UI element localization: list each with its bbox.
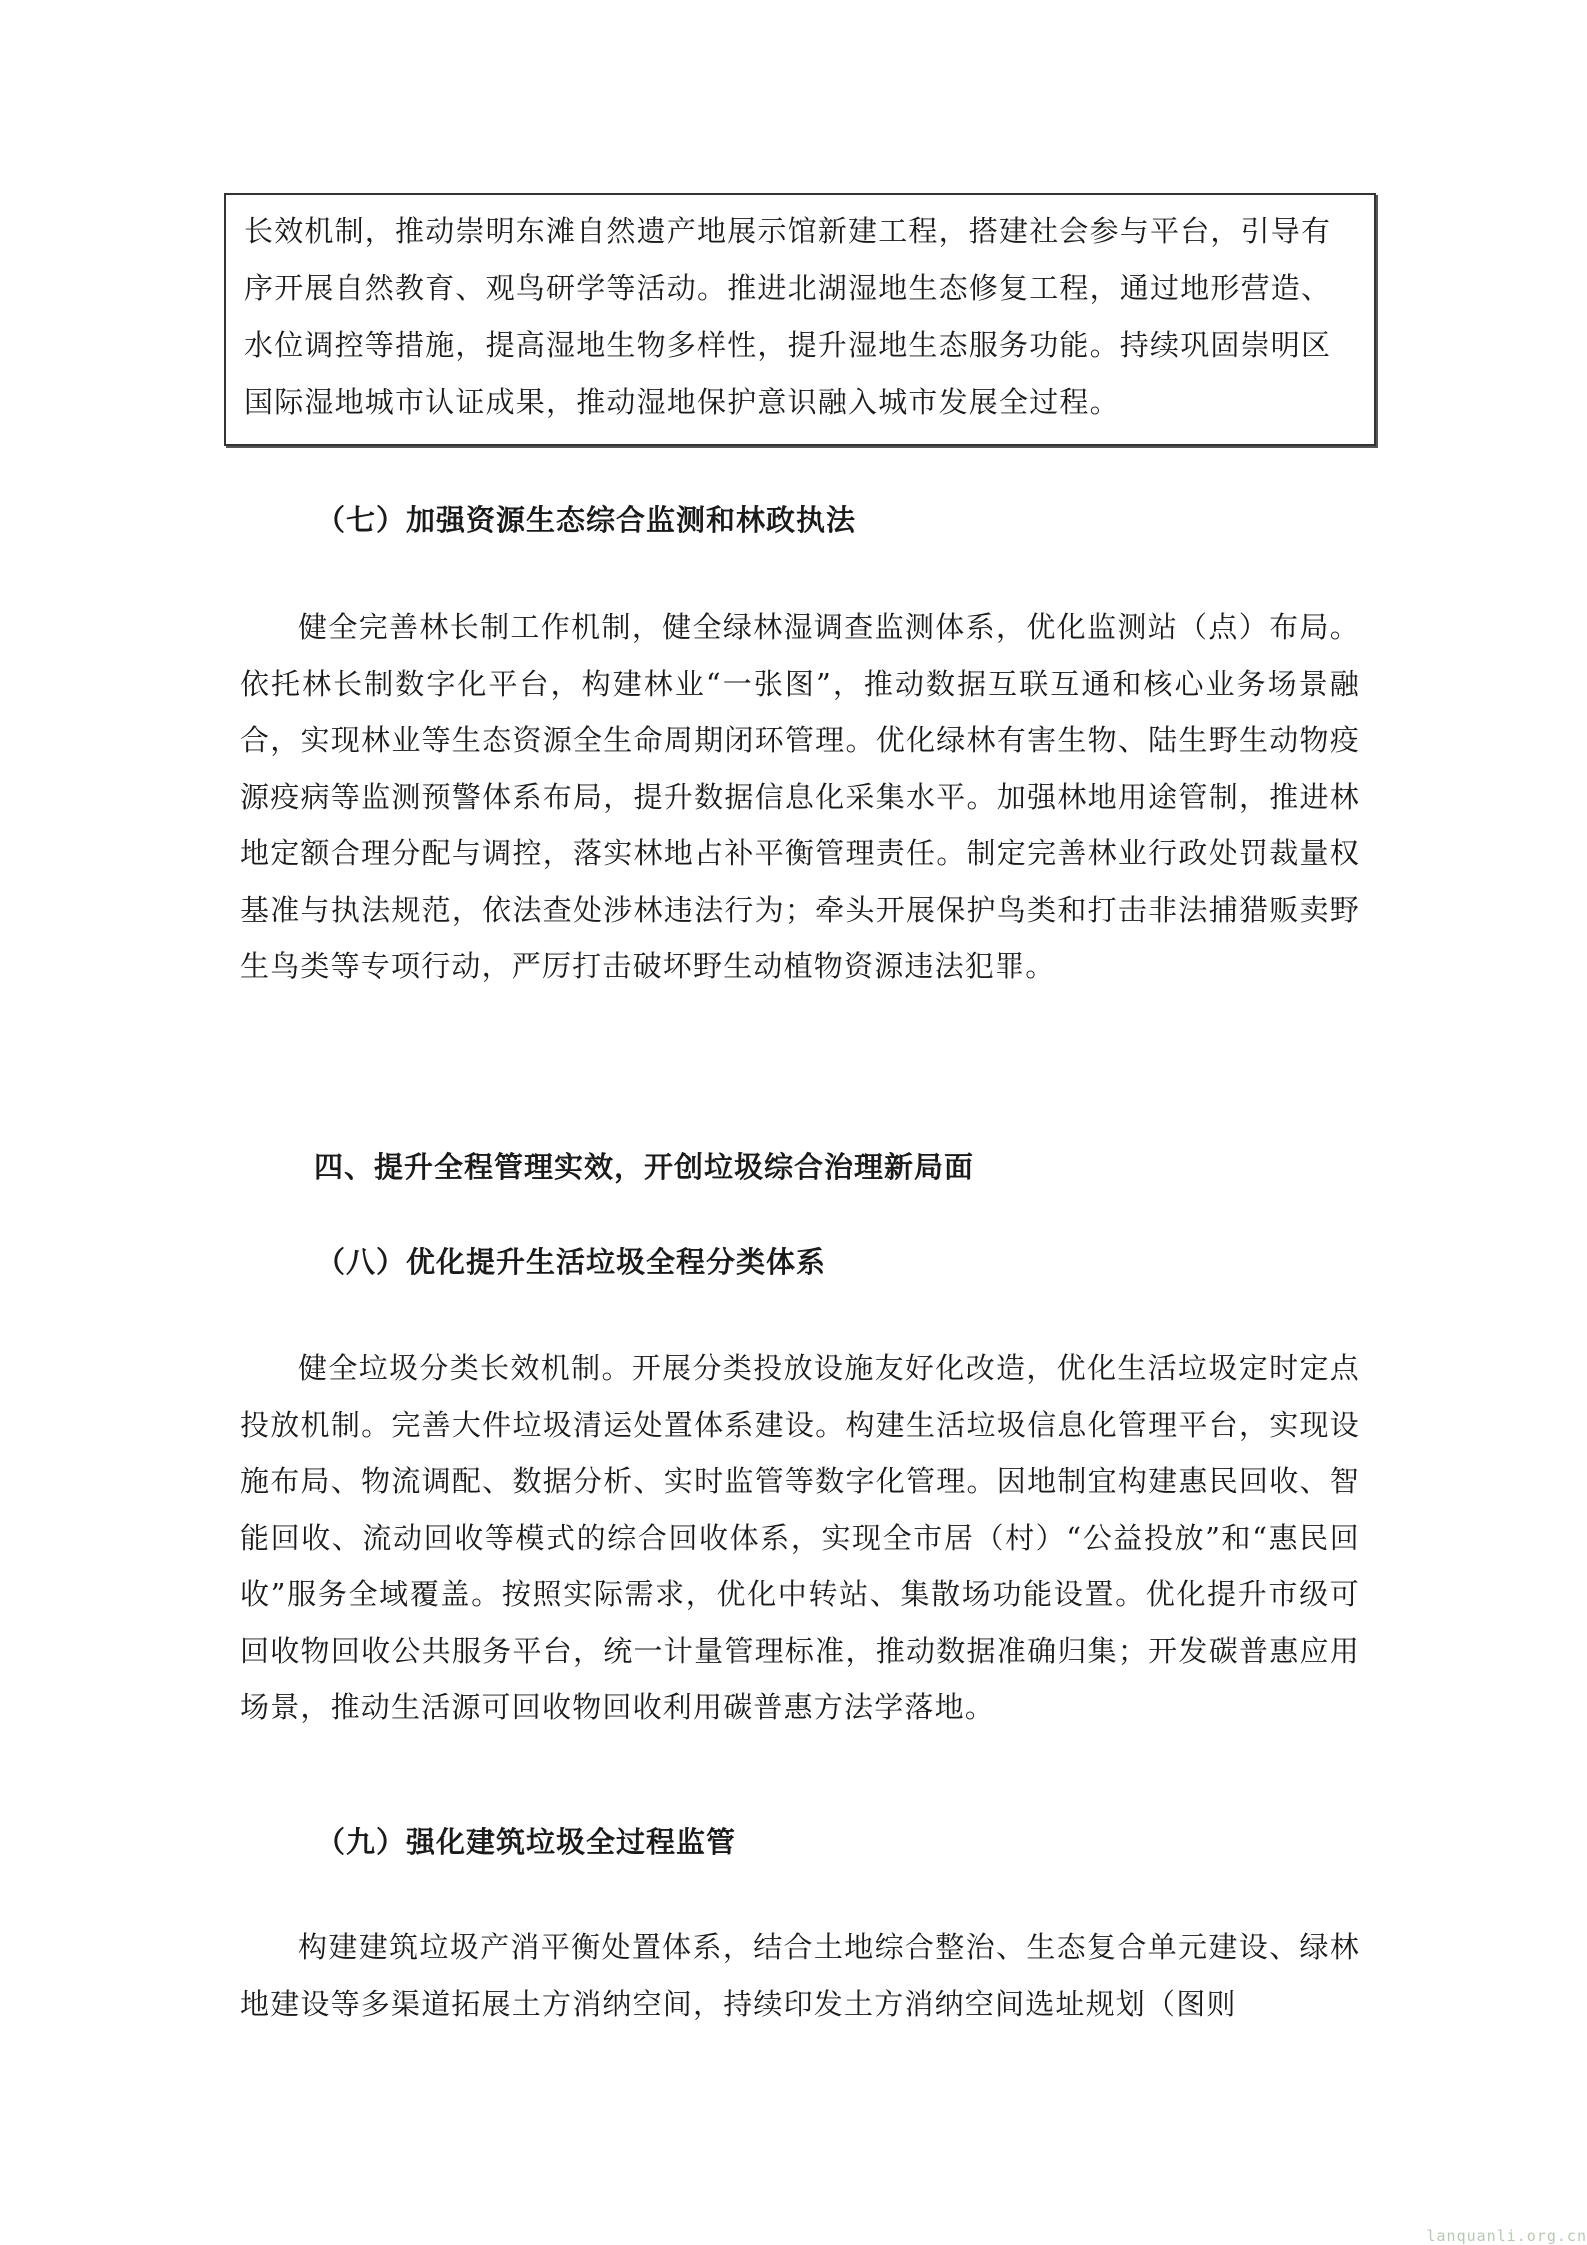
part-4-heading: 四、提升全程管理实效，开创垃圾综合治理新局面 xyxy=(314,1150,975,1184)
boxed-text: 长效机制，推动崇明东滩自然遗产地展示馆新建工程，搭建社会参与平台，引导有序开展自然教育、观鸟研学等活动。推进北湖湿地生态修复工程，通过地形营造、水位调控等措施，提高湿地生物多样性，提升湿地生态服务功能。持续巩固崇明区国际湿地城市认证成果，推动湿地保护意识融入城市发展全过程。 xyxy=(244,214,1332,419)
section-9-heading: （九）强化建筑垃圾全过程监管 xyxy=(316,1825,737,1859)
boxed-text-block xyxy=(224,193,1376,446)
site-watermark: lanquanli.org.cn xyxy=(1426,2227,1587,2245)
section-7-heading: （七）加强资源生态综合监测和林政执法 xyxy=(316,503,857,537)
section-7-body: 健全完善林长制工作机制，健全绿林湿调查监测体系，优化监测站（点）布局。依托林长制数字化平台，构建林业“一张图”，推动数据互联互通和核心业务场景融合，实现林业等生态资源全生命周期闭环管理。优化绿林有害生物、陆生野生动物疫源疫病等监测预警体系布局，提升数据信息化采集水平。加强林地用途管制，推进林地定额合理分配与调控，落实林地占补平衡管理责任。制定完善林业行政处罚裁量权基准与执法规范，依法查处涉林违法行为；牵头开展保护鸟类和打击非法捕猎贩卖野生鸟类等专项行动，严厉打击破坏野生动植物资源违法犯罪。 xyxy=(240,610,1360,983)
section-8-heading: （八）优化提升生活垃圾全程分类体系 xyxy=(316,1245,827,1279)
section-8-body: 健全垃圾分类长效机制。开展分类投放设施友好化改造，优化生活垃圾定时定点投放机制。完善大件垃圾清运处置体系建设。构建生活垃圾信息化管理平台，实现设施布局、物流调配、数据分析、实时监管等数字化管理。因地制宜构建惠民回收、智能回收、流动回收等模式的综合回收体系，实现全市居（村）“公益投放”和“惠民回收”服务全域覆盖。按照实际需求，优化中转站、集散场功能设置。优化提升市级可回收物回收公共服务平台，统一计量管理标准，推动数据准确归集；开发碳普惠应用场景，推动生活源可回收物回收利用碳普惠方法学落地。 xyxy=(240,1351,1360,1724)
section-9-body: 构建建筑垃圾产消平衡处置体系，结合土地综合整治、生态复合单元建设、绿林地建设等多渠道拓展土方消纳空间，持续印发土方消纳空间选址规划（图则 xyxy=(240,1930,1360,2021)
